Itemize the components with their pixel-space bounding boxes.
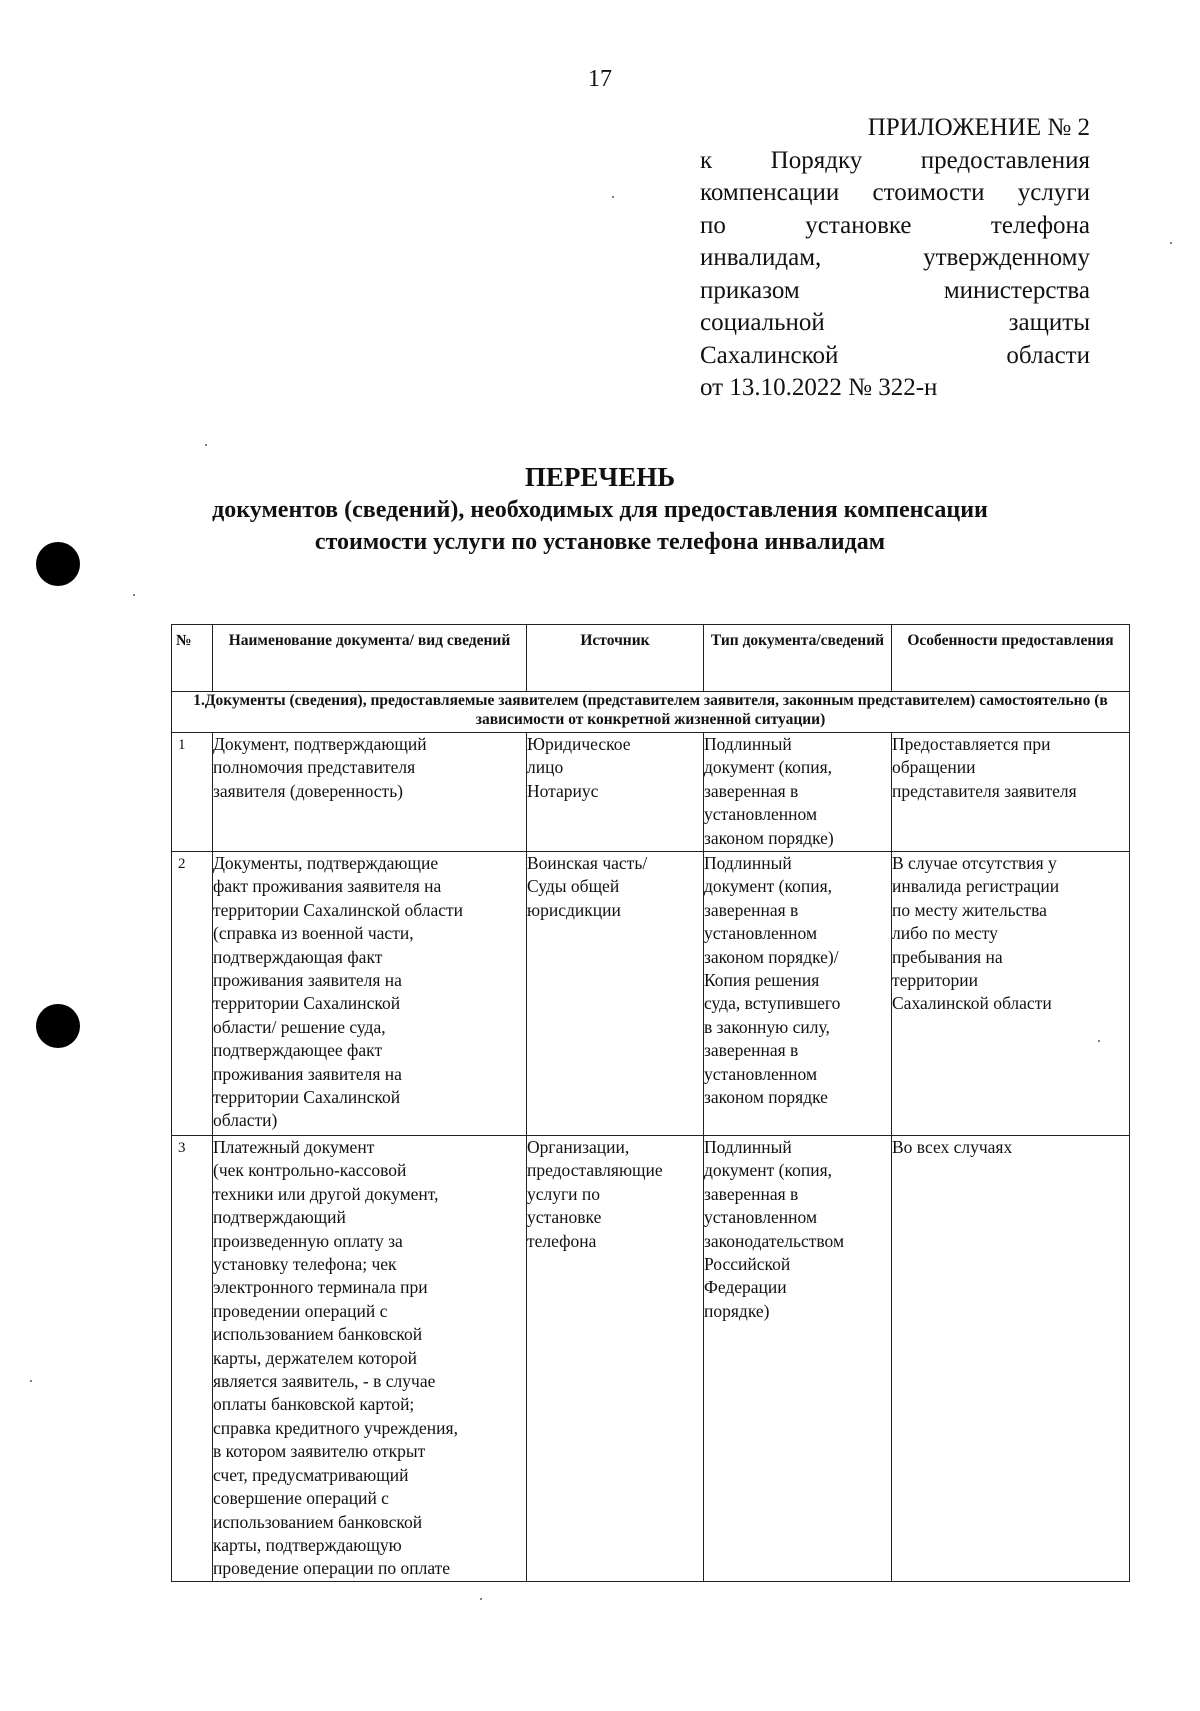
section-title: 1.Документы (сведения), предоставляемые заявителем (представителем заявителя, законным представителем) самостоятельно (в зависимости от конкретной жизненной ситуации) — [172, 692, 1130, 733]
row-source: Воинская часть/ Суды общей юрисдикции — [527, 852, 704, 1136]
row-document-type: Подлинный документ (копия, заверенная в установленном законодательством Российской Федерации порядке) — [704, 1136, 892, 1582]
column-header-type: Тип документа/сведений — [704, 625, 892, 692]
row-document-name: Документ, подтверждающий полномочия представителя заявителя (доверенность) — [213, 733, 527, 852]
column-header-source: Источник — [527, 625, 704, 692]
appendix-block — [700, 112, 1090, 405]
heading-subtitle-line-2: стоимости услуги по установке телефона инвалидам — [314, 529, 886, 555]
row-features: В случае отсутствия у инвалида регистрации по месту жительства либо по месту пребывания на территории Сахалинской области — [892, 852, 1130, 1136]
heading-title: ПЕРЕЧЕНЬ — [524, 462, 676, 492]
row-number: 2 — [172, 852, 213, 1136]
appendix-line: по установке телефона — [700, 211, 1090, 239]
scan-speck — [205, 444, 207, 446]
appendix-line: компенсации стоимости услуги — [700, 179, 1090, 206]
page-number: 17 — [588, 66, 612, 92]
heading-subtitle-line-1: документов (сведений), необходимых для предоставления компенсации — [212, 497, 988, 523]
row-source: Юридическое лицо Нотариус — [527, 733, 704, 852]
row-number: 1 — [172, 733, 213, 852]
row-document-type: Подлинный документ (копия, заверенная в установленном законом порядке)/ Копия решения суда, вступившего в законную силу, заверенная в установленном законом порядке — [704, 852, 892, 1136]
document-heading — [0, 460, 1200, 558]
table-section-row — [172, 692, 1130, 733]
row-document-name: Платежный документ (чек контрольно-кассовой техники или другой документ, подтверждающий произведенную оплату за установку телефона; чек электронного терминала при проведении операций с использованием банковской карты, держателем которой является заявитель, - в случае оплаты банковской картой; справка кредитного учреждения, в котором заявителю открыт счет, предусматривающий совершение операций с использованием банковской карты, подтверждающую проведение операции по оплате — [213, 1136, 527, 1582]
table-row — [172, 852, 1130, 1136]
appendix-line: от 13.10.2022 № 322-н — [700, 374, 938, 401]
punch-hole-mark — [36, 542, 80, 586]
scan-speck — [480, 1598, 482, 1600]
scan-speck — [133, 594, 135, 596]
punch-hole-mark — [36, 1004, 80, 1048]
scan-speck — [1170, 242, 1172, 244]
table-header-row — [172, 625, 1130, 692]
column-header-number: № — [172, 625, 213, 692]
scan-speck — [612, 196, 614, 198]
documents-table — [171, 624, 1130, 1582]
row-document-type: Подлинный документ (копия, заверенная в установленном законом порядке) — [704, 733, 892, 852]
column-header-name: Наименование документа/ вид сведений — [213, 625, 527, 692]
appendix-line: инвалидам, утвержденному — [700, 244, 1090, 271]
appendix-line: социальной защиты — [700, 309, 1090, 336]
scan-speck — [30, 1380, 32, 1382]
appendix-line: приказом министерства — [700, 276, 1090, 304]
appendix-title: ПРИЛОЖЕНИЕ № 2 — [867, 114, 1090, 141]
appendix-line: к Порядку предоставления — [700, 146, 1090, 174]
table-row — [172, 733, 1130, 852]
column-header-features: Особенности предоставления — [892, 625, 1130, 692]
row-features: Предоставляется при обращении представителя заявителя — [892, 733, 1130, 852]
row-features: Во всех случаях — [892, 1136, 1130, 1582]
appendix-line: Сахалинской области — [700, 341, 1090, 369]
table-row — [172, 1136, 1130, 1582]
row-number: 3 — [172, 1136, 213, 1582]
row-document-name: Документы, подтверждающие факт проживания заявителя на территории Сахалинской области (справка из военной части, подтверждающая факт проживания заявителя на территории Сахалинской области/ решение суда, подтверждающее факт проживания заявителя на территории Сахалинской области) — [213, 852, 527, 1136]
row-source: Организации, предоставляющие услуги по установке телефона — [527, 1136, 704, 1582]
